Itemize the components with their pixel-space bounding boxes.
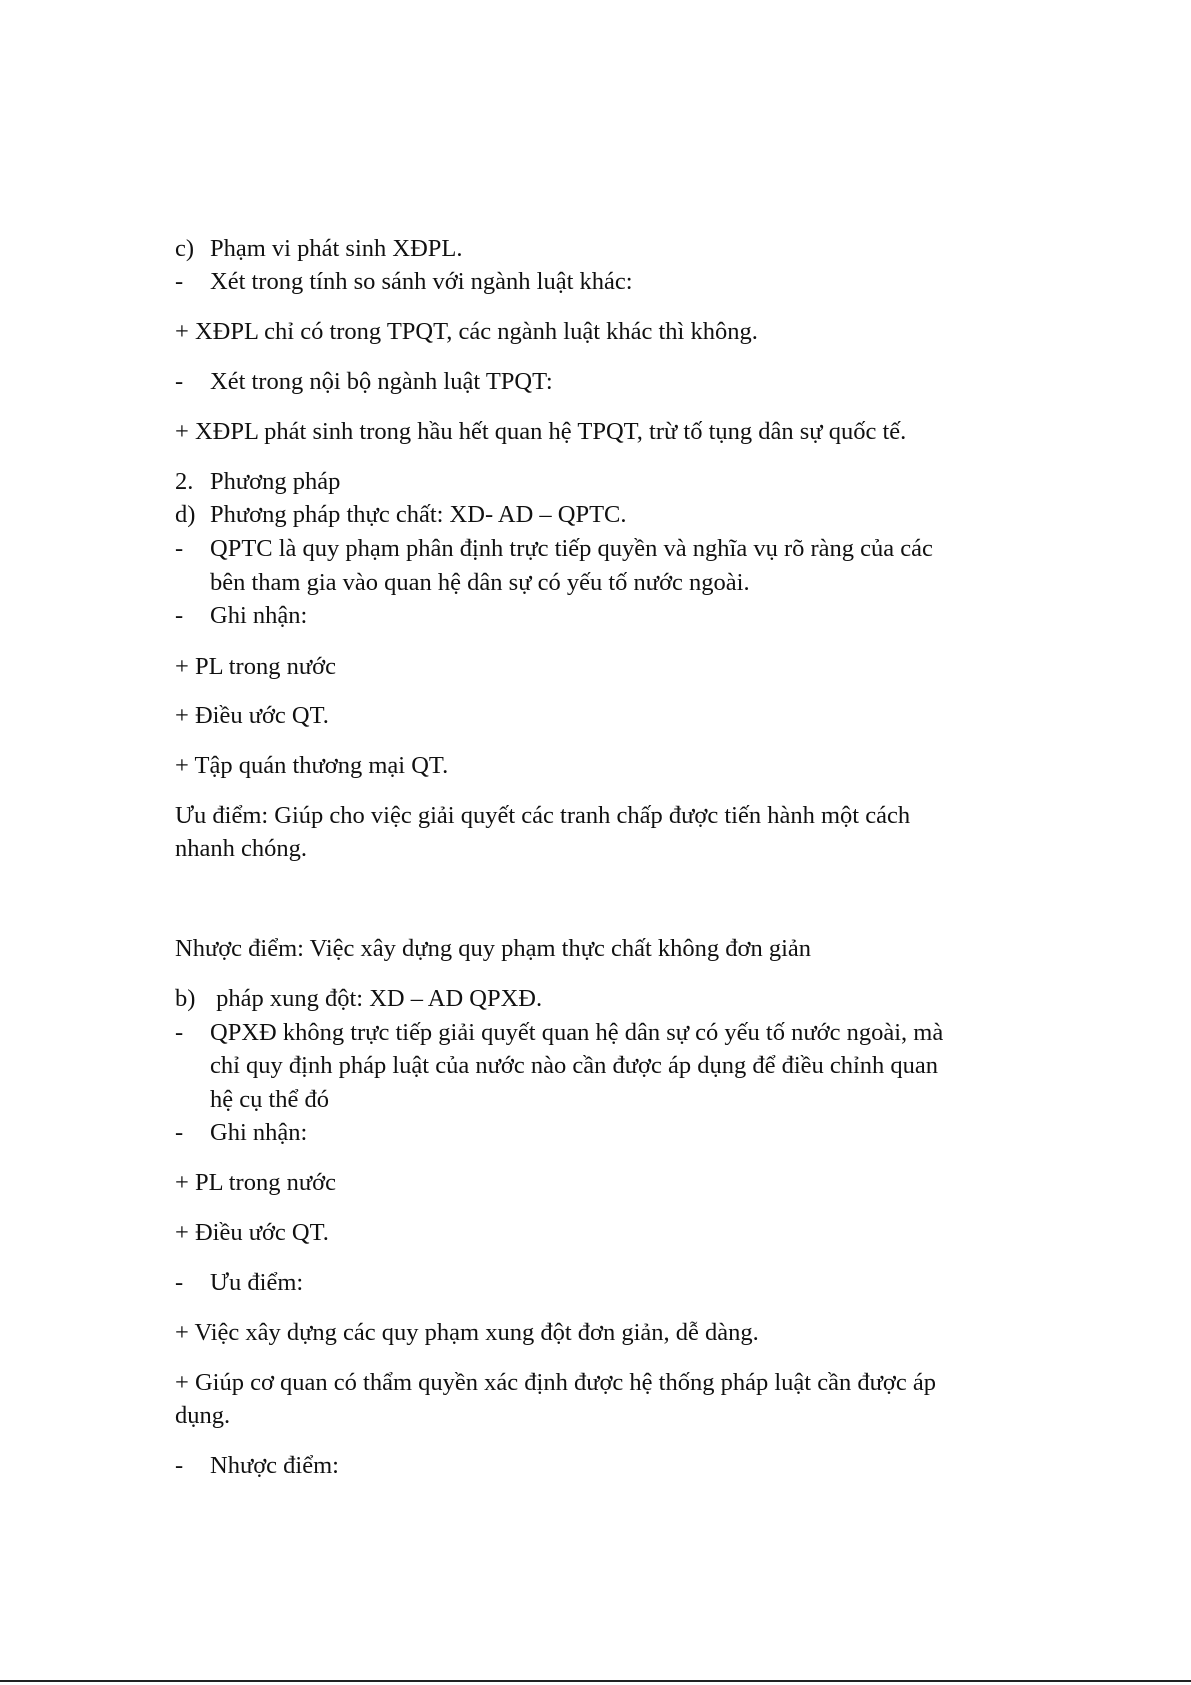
- bullet-item: [175, 532, 933, 565]
- line-text: QPTC là quy phạm phân định trực tiếp quyền và nghĩa vụ rõ ràng của các: [210, 535, 933, 562]
- paragraph-advantage: Ưu điểm: Giúp cho việc giải quyết các tranh chấp được tiến hành một cách: [175, 802, 911, 829]
- bullet-item: [175, 1266, 303, 1299]
- list-marker: c): [175, 235, 195, 262]
- heading-method: [175, 465, 340, 498]
- continuation-line: bên tham gia vào quan hệ dân sự có yếu tố nước ngoài.: [210, 569, 750, 596]
- list-marker: -: [175, 368, 184, 395]
- plus-item: + Điều ước QT.: [175, 702, 329, 729]
- plus-item: + Tập quán thương mại QT.: [175, 752, 449, 779]
- continuation-line: hệ cụ thể đó: [210, 1086, 330, 1113]
- plus-item: + Giúp cơ quan có thẩm quyền xác định được hệ thống pháp luật cần được áp: [175, 1369, 936, 1396]
- line-text: Ghi nhận:: [210, 1119, 308, 1146]
- plus-item: + PL trong nước: [175, 1169, 336, 1196]
- bullet-item: [175, 365, 553, 398]
- line-text: Nhược điểm:: [210, 1452, 339, 1479]
- line-text: QPXĐ không trực tiếp giải quyết quan hệ dân sự có yếu tố nước ngoài, mà: [210, 1019, 944, 1046]
- continuation-line: chỉ quy định pháp luật của nước nào cần được áp dụng để điều chỉnh quan: [210, 1052, 939, 1079]
- line-text: Phạm vi phát sinh XĐPL.: [210, 235, 463, 262]
- list-marker: -: [175, 1119, 184, 1146]
- paragraph-disadvantage: Nhược điểm: Việc xây dựng quy phạm thực chất không đơn giản: [175, 935, 812, 962]
- line-text: Phương pháp thực chất: XD- AD – QPTC.: [210, 501, 627, 528]
- line-text: pháp xung đột: XD – AD QPXĐ.: [210, 985, 543, 1012]
- heading-substantive-method: [175, 498, 627, 531]
- bullet-item: [175, 1116, 307, 1149]
- bullet-item: [175, 1449, 339, 1482]
- bullet-item: [175, 1016, 943, 1049]
- line-text: Ghi nhận:: [210, 602, 308, 629]
- list-marker: b): [175, 985, 196, 1012]
- list-marker: -: [175, 1019, 184, 1046]
- bullet-item: [175, 599, 307, 632]
- list-marker: 2.: [175, 468, 194, 495]
- plus-item: + PL trong nước: [175, 653, 336, 680]
- heading-conflict-method: [175, 982, 542, 1015]
- plus-item: + XĐPL phát sinh trong hầu hết quan hệ TPQT, trừ tố tụng dân sự quốc tế.: [175, 418, 907, 445]
- line-text: Xét trong nội bộ ngành luật TPQT:: [210, 368, 553, 395]
- heading-scope: [175, 232, 463, 265]
- paragraph-continuation: dụng.: [175, 1402, 231, 1429]
- line-text: Ưu điểm:: [210, 1269, 304, 1296]
- list-marker: -: [175, 1269, 184, 1296]
- list-marker: -: [175, 535, 184, 562]
- list-marker: -: [175, 602, 184, 629]
- plus-item: + Việc xây dựng các quy phạm xung đột đơn giản, dễ dàng.: [175, 1319, 759, 1346]
- footer-divider: [0, 1680, 1191, 1682]
- bullet-item: [175, 265, 633, 298]
- list-marker: -: [175, 268, 184, 295]
- line-text: Xét trong tính so sánh với ngành luật khác:: [210, 268, 633, 295]
- paragraph-continuation: nhanh chóng.: [175, 835, 307, 862]
- plus-item: + Điều ước QT.: [175, 1219, 329, 1246]
- line-text: Phương pháp: [210, 468, 341, 495]
- list-marker: d): [175, 501, 196, 528]
- list-marker: -: [175, 1452, 184, 1479]
- plus-item: + XĐPL chỉ có trong TPQT, các ngành luật khác thì không.: [175, 318, 758, 345]
